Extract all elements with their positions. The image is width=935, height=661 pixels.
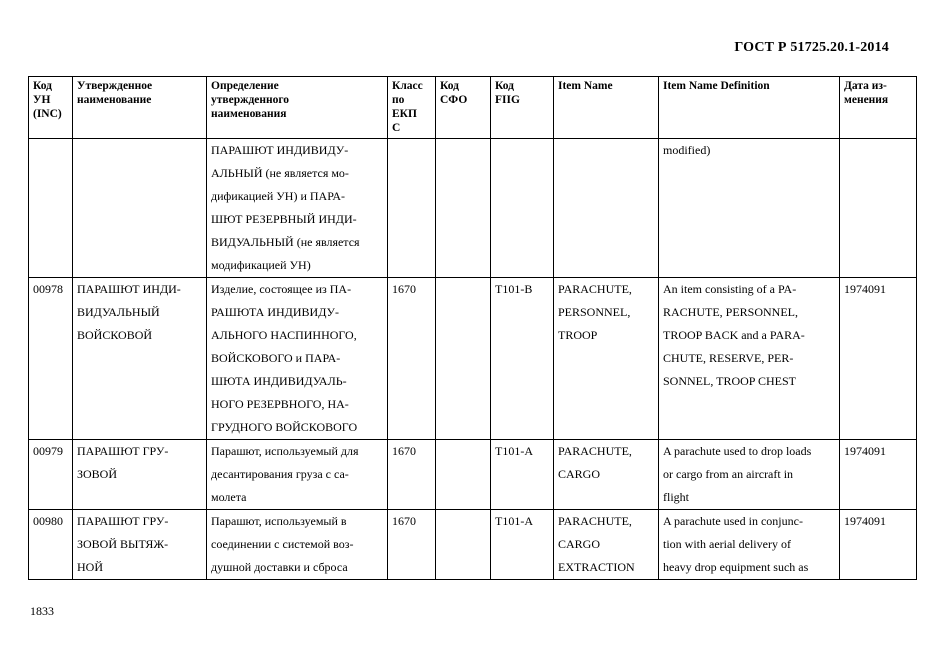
page-number: 1833 (30, 604, 54, 618)
column-header-line: (INC) (33, 108, 62, 120)
column-header-line: ЕКП (392, 108, 417, 120)
cell-line: ПАРАШЮТ ГРУ- (77, 444, 169, 458)
cell-line: A parachute used in conjunc- (663, 514, 803, 528)
cell-line: АЛЬНЫЙ (не является мо- (211, 166, 349, 180)
cell-line: 1974091 (844, 444, 886, 458)
cell-inc (29, 278, 73, 440)
cell-line: ПАРАШЮТ ИНДИ- (77, 282, 181, 296)
cell-item_def (659, 440, 840, 510)
cell-definition (207, 278, 388, 440)
column-header-line: наименование (77, 94, 152, 106)
column-header-line: Код (33, 80, 53, 92)
cell-inc (29, 139, 73, 278)
cell-line: 1974091 (844, 514, 886, 528)
cell-sfo (436, 278, 491, 440)
cell-inc (29, 510, 73, 580)
column-header-definition (207, 77, 388, 139)
column-header-line: Код (495, 80, 515, 92)
cell-line: ЗОВОЙ (77, 467, 118, 481)
cell-item_name (554, 278, 659, 440)
column-header-line: Item Name (558, 80, 613, 92)
cell-fiig (491, 510, 554, 580)
cell-line: A parachute used to drop loads (663, 444, 812, 458)
column-header-line: менения (844, 94, 889, 106)
cell-line: TROOP BACK and a PARA- (663, 328, 805, 342)
cell-date (840, 278, 917, 440)
cell-line: CHUTE, RESERVE, PER- (663, 351, 794, 365)
cell-inc (29, 440, 73, 510)
cell-definition (207, 440, 388, 510)
column-header-date (840, 77, 917, 139)
cell-line: T101-B (495, 282, 533, 296)
cell-line: 00978 (33, 282, 63, 296)
cell-item_name (554, 440, 659, 510)
cell-item_def (659, 510, 840, 580)
classifier-table (28, 76, 917, 580)
cell-line: ВОЙСКОВОЙ (77, 328, 153, 342)
cell-line: ВИДУАЛЬНЫЙ (77, 305, 160, 319)
cell-class (388, 440, 436, 510)
cell-item_name (554, 510, 659, 580)
cell-line: Парашют, используемый в (211, 514, 347, 528)
cell-line: молета (211, 490, 247, 504)
cell-line: НОГО РЕЗЕРВНОГО, НА- (211, 397, 349, 411)
cell-item_def (659, 278, 840, 440)
cell-line: TROOP (558, 328, 598, 342)
cell-line: CARGO (558, 467, 601, 481)
cell-sfo (436, 510, 491, 580)
cell-line: tion with aerial delivery of (663, 537, 791, 551)
cell-definition (207, 139, 388, 278)
cell-name (73, 139, 207, 278)
cell-class (388, 139, 436, 278)
cell-line: десантирования груза с са- (211, 467, 349, 481)
cell-line: АЛЬНОГО НАСПИННОГО, (211, 328, 357, 342)
column-header-line: наименования (211, 108, 287, 120)
cell-line: PERSONNEL, (558, 305, 631, 319)
column-header-line: УН (33, 94, 51, 106)
cell-line: ШЮТА ИНДИВИДУАЛЬ- (211, 374, 347, 388)
cell-name (73, 510, 207, 580)
cell-line: SONNEL, TROOP CHEST (663, 374, 797, 388)
cell-line: 1670 (392, 444, 416, 458)
column-header-line: по (392, 94, 405, 106)
cell-line: РАШЮТА ИНДИВИДУ- (211, 305, 340, 319)
cell-line: 1670 (392, 282, 416, 296)
table-row (29, 440, 917, 510)
cell-line: PARACHUTE, (558, 514, 632, 528)
cell-fiig (491, 139, 554, 278)
cell-class (388, 510, 436, 580)
cell-line: 00979 (33, 444, 63, 458)
cell-line: ВОЙСКОВОГО и ПАРА- (211, 351, 341, 365)
cell-item_def (659, 139, 840, 278)
cell-line: An item consisting of a PA- (663, 282, 797, 296)
column-header-sfo (436, 77, 491, 139)
cell-date (840, 510, 917, 580)
table-row (29, 510, 917, 580)
column-header-line: Утвержденное (77, 80, 153, 92)
cell-fiig (491, 440, 554, 510)
cell-definition (207, 510, 388, 580)
column-header-line: Item Name Definition (663, 80, 770, 92)
column-header-inc (29, 77, 73, 139)
cell-line: 1974091 (844, 282, 886, 296)
cell-line: heavy drop equipment such as (663, 560, 809, 574)
column-header-line: Код (440, 80, 460, 92)
cell-line: T101-A (495, 514, 533, 528)
column-header-line: Класс (392, 80, 423, 92)
cell-item_name (554, 139, 659, 278)
cell-line: flight (663, 490, 689, 504)
cell-line: Парашют, используемый для (211, 444, 359, 458)
cell-date (840, 440, 917, 510)
cell-name (73, 440, 207, 510)
cell-name (73, 278, 207, 440)
cell-line: EXTRACTION (558, 560, 635, 574)
cell-line: PARACHUTE, (558, 282, 632, 296)
cell-line: 00980 (33, 514, 63, 528)
cell-line: ШЮТ РЕЗЕРВНЫЙ ИНДИ- (211, 212, 357, 226)
cell-line: CARGO (558, 537, 601, 551)
cell-line: НОЙ (77, 560, 103, 574)
table-header-row (29, 77, 917, 139)
column-header-fiig (491, 77, 554, 139)
column-header-line: СФО (440, 94, 468, 106)
cell-sfo (436, 440, 491, 510)
cell-line: PARACHUTE, (558, 444, 632, 458)
cell-line: душной доставки и сброса (211, 560, 348, 574)
table-row (29, 278, 917, 440)
column-header-line: утвержденного (211, 94, 290, 106)
column-header-line: С (392, 122, 401, 134)
cell-line: or cargo from an aircraft in (663, 467, 794, 481)
column-header-item_name (554, 77, 659, 139)
table-row (29, 139, 917, 278)
cell-line: Изделие, состоящее из ПА- (211, 282, 352, 296)
cell-class (388, 278, 436, 440)
cell-fiig (491, 278, 554, 440)
column-header-line: Определение (211, 80, 279, 92)
cell-line: T101-A (495, 444, 533, 458)
cell-line: ПАРАШЮТ ИНДИВИДУ- (211, 143, 349, 157)
cell-line: modified) (663, 143, 711, 157)
cell-line: модификацией УН) (211, 258, 311, 272)
cell-line: ВИДУАЛЬНЫЙ (не является (211, 235, 360, 249)
cell-sfo (436, 139, 491, 278)
table-body (29, 139, 917, 580)
document-standard-header: ГОСТ Р 51725.20.1-2014 (734, 40, 889, 55)
column-header-name (73, 77, 207, 139)
column-header-class (388, 77, 436, 139)
column-header-line: FIIG (495, 94, 520, 106)
cell-line: ГРУДНОГО ВОЙСКОВОГО (211, 420, 358, 434)
cell-line: RACHUTE, PERSONNEL, (663, 305, 799, 319)
cell-line: соединении с системой воз- (211, 537, 354, 551)
cell-line: ЗОВОЙ ВЫТЯЖ- (77, 537, 169, 551)
column-header-line: Дата из- (844, 80, 887, 92)
table-header (29, 77, 917, 139)
cell-line: дификацией УН) и ПАРА- (211, 189, 346, 203)
cell-line: 1670 (392, 514, 416, 528)
cell-line: ПАРАШЮТ ГРУ- (77, 514, 169, 528)
column-header-item_def (659, 77, 840, 139)
cell-date (840, 139, 917, 278)
